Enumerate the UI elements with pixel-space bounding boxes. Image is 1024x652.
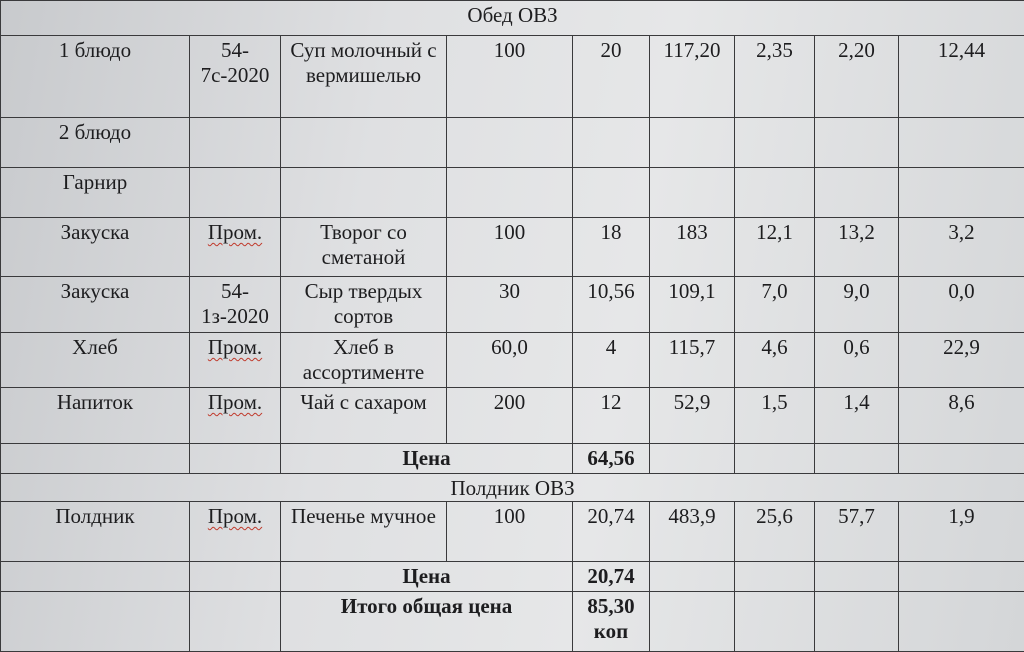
empty-cell (815, 444, 899, 474)
empty-cell (735, 592, 815, 652)
fat-cell: 9,0 (815, 277, 899, 333)
yield-cell: 100 (447, 502, 573, 562)
dish-cell: Печенье мучное (281, 502, 447, 562)
empty-cell (650, 444, 735, 474)
recipe-cell (190, 168, 281, 218)
fat-cell: 0,6 (815, 333, 899, 388)
table-row (1, 277, 1024, 333)
dish-cell (281, 168, 447, 218)
price-row (1, 562, 1024, 592)
kcal-cell: 109,1 (650, 277, 735, 333)
recipe-cell (190, 218, 281, 277)
empty-cell (1, 562, 190, 592)
protein-cell: 1,5 (735, 388, 815, 444)
section-header-row (1, 474, 1024, 502)
carbs-cell: 22,9 (899, 333, 1024, 388)
yield-cell (447, 168, 573, 218)
dish-cell: Суп молочный с вермишелью (281, 36, 447, 118)
empty-cell (1, 444, 190, 474)
yield-cell: 100 (447, 36, 573, 118)
kcal-cell: 483,9 (650, 502, 735, 562)
table-row (1, 388, 1024, 444)
price-row (1, 444, 1024, 474)
recipe-text: Пром. (208, 504, 262, 528)
table-row (1, 218, 1024, 277)
meal-cell: Полдник (1, 502, 190, 562)
recipe-text: Пром. (208, 220, 262, 244)
meal-cell: 1 блюдо (1, 36, 190, 118)
price-total: 20,74 (573, 562, 650, 592)
recipe-cell: 54-7с-2020 (190, 36, 281, 118)
price-cell: 18 (573, 218, 650, 277)
carbs-cell: 8,6 (899, 388, 1024, 444)
recipe-cell (190, 502, 281, 562)
protein-cell: 4,6 (735, 333, 815, 388)
dish-cell: Чай с сахаром (281, 388, 447, 444)
price-cell: 20 (573, 36, 650, 118)
price-cell: 4 (573, 333, 650, 388)
meal-cell: Закуска (1, 218, 190, 277)
fat-cell: 13,2 (815, 218, 899, 277)
recipe-text: Пром. (208, 390, 262, 414)
price-label: Цена (281, 444, 573, 474)
dish-cell (281, 118, 447, 168)
lunch-section-title: Обед ОВЗ (1, 1, 1024, 36)
yield-cell: 100 (447, 218, 573, 277)
empty-cell (899, 562, 1024, 592)
protein-cell: 7,0 (735, 277, 815, 333)
meal-cell: 2 блюдо (1, 118, 190, 168)
table-row (1, 502, 1024, 562)
table-row (1, 118, 1024, 168)
protein-cell (735, 118, 815, 168)
fat-cell: 2,20 (815, 36, 899, 118)
yield-cell (447, 118, 573, 168)
empty-cell (650, 592, 735, 652)
empty-cell (650, 562, 735, 592)
kcal-cell: 115,7 (650, 333, 735, 388)
meal-cell: Хлеб (1, 333, 190, 388)
kcal-cell: 52,9 (650, 388, 735, 444)
price-cell: 12 (573, 388, 650, 444)
grand-total-row (1, 592, 1024, 652)
meal-cell: Напиток (1, 388, 190, 444)
carbs-cell (899, 168, 1024, 218)
carbs-cell: 1,9 (899, 502, 1024, 562)
empty-cell (815, 592, 899, 652)
protein-cell (735, 168, 815, 218)
dish-cell: Хлеб в ассортименте (281, 333, 447, 388)
fat-cell: 57,7 (815, 502, 899, 562)
empty-cell (190, 562, 281, 592)
kcal-cell (650, 118, 735, 168)
dish-cell: Сыр твердых сортов (281, 277, 447, 333)
protein-cell: 25,6 (735, 502, 815, 562)
recipe-cell (190, 118, 281, 168)
fat-cell (815, 118, 899, 168)
fat-cell (815, 168, 899, 218)
empty-cell (190, 592, 281, 652)
kcal-cell: 183 (650, 218, 735, 277)
grand-total-label: Итого общая цена (281, 592, 573, 652)
recipe-text: Пром. (208, 335, 262, 359)
yield-cell: 30 (447, 277, 573, 333)
kcal-cell (650, 168, 735, 218)
protein-cell: 12,1 (735, 218, 815, 277)
table-row (1, 333, 1024, 388)
meal-cell: Закуска (1, 277, 190, 333)
empty-cell (815, 562, 899, 592)
price-label: Цена (281, 562, 573, 592)
carbs-cell (899, 118, 1024, 168)
price-cell: 20,74 (573, 502, 650, 562)
recipe-cell (190, 333, 281, 388)
empty-cell (899, 444, 1024, 474)
grand-total-value: 85,30 коп (573, 592, 650, 652)
price-cell (573, 118, 650, 168)
price-total: 64,56 (573, 444, 650, 474)
carbs-cell: 3,2 (899, 218, 1024, 277)
section-header-row (1, 1, 1024, 36)
empty-cell (735, 562, 815, 592)
empty-cell (190, 444, 281, 474)
empty-cell (899, 592, 1024, 652)
price-cell: 10,56 (573, 277, 650, 333)
carbs-cell: 12,44 (899, 36, 1024, 118)
recipe-cell: 54-1з-2020 (190, 277, 281, 333)
empty-cell (735, 444, 815, 474)
yield-cell: 200 (447, 388, 573, 444)
yield-cell: 60,0 (447, 333, 573, 388)
meal-cell: Гарнир (1, 168, 190, 218)
table-row (1, 36, 1024, 118)
table-row (1, 168, 1024, 218)
protein-cell: 2,35 (735, 36, 815, 118)
dish-cell: Творог со сметаной (281, 218, 447, 277)
carbs-cell: 0,0 (899, 277, 1024, 333)
kcal-cell: 117,20 (650, 36, 735, 118)
fat-cell: 1,4 (815, 388, 899, 444)
recipe-cell (190, 388, 281, 444)
snack-section-title: Полдник ОВЗ (1, 474, 1024, 502)
empty-cell (1, 592, 190, 652)
price-cell (573, 168, 650, 218)
